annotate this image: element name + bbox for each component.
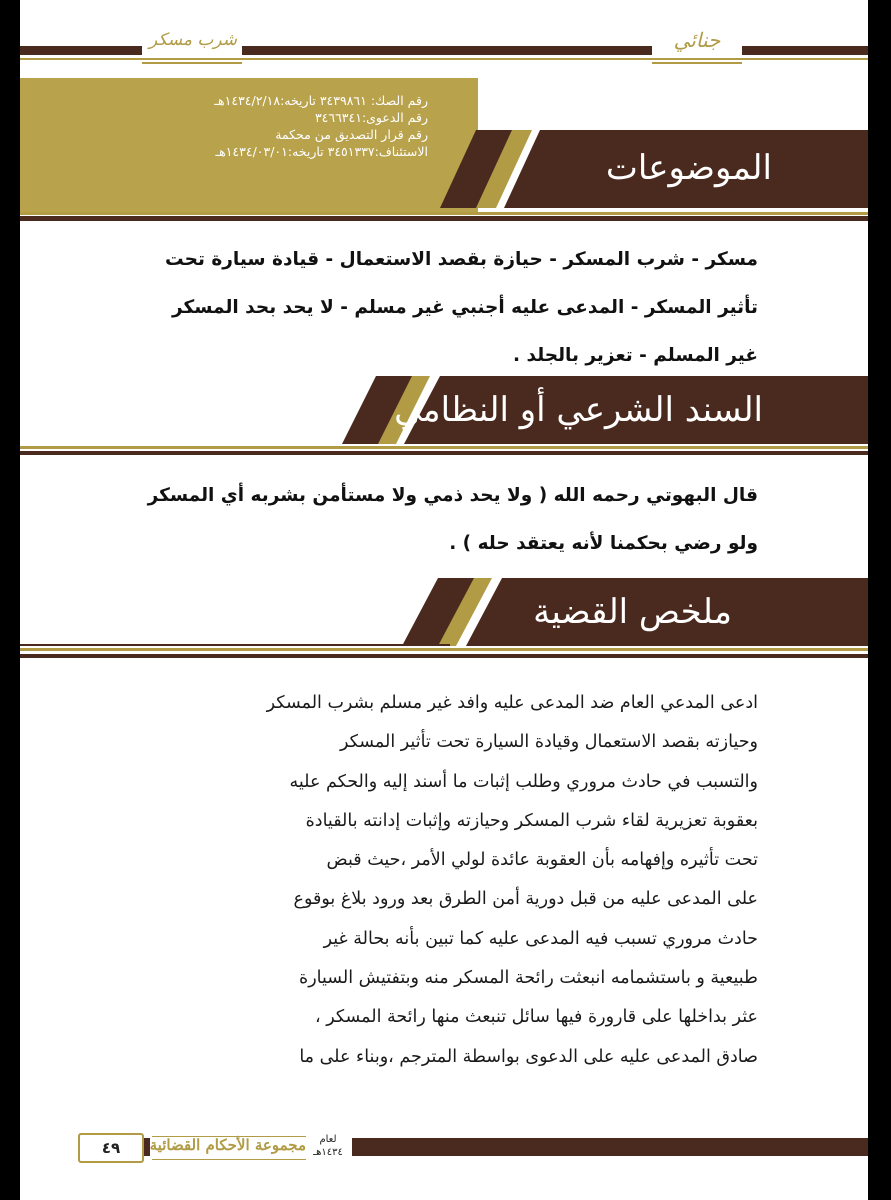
year-block xyxy=(308,1133,348,1159)
case-appeal-number: الاستئناف:٣٤٥١٣٣٧ تاريخه:١٤٣٤/٠٣/٠١هـ xyxy=(215,144,428,159)
topics-title: الموضوعات xyxy=(605,148,772,188)
summary-line: والتسبب في حادث مروري وطلب إثبات ما أسند إليه والحكم عليه xyxy=(289,771,758,792)
topics-line: غير المسلم - تعزير بالجلد . xyxy=(513,345,758,366)
series-title: مجموعة الأحكام القضائية xyxy=(149,1136,306,1154)
topics-line: مسكر - شرب المسكر - حيازة بقصد الاستعمال - قيادة سيارة تحت xyxy=(165,249,758,270)
summary-line: وحيازته بقصد الاستعمال وقيادة السيارة تحت تأثير المسكر xyxy=(339,732,758,753)
case-deed-number: رقم الصك: ٣٤٣٩٨٦١ تاريخه:١٤٣٤/٢/١٨هـ xyxy=(214,93,428,108)
header-category-right: جنائي xyxy=(673,28,721,52)
summary-line: ادعى المدعي العام ضد المدعى عليه وافد غير مسلم بشرب المسكر xyxy=(266,693,758,713)
topics-line: تأثير المسكر - المدعى عليه أجنبي غير مسلم - لا يحد بحد المسكر xyxy=(171,297,758,318)
basis-line: ولو رضي بحكمنا لأنه يعتقد حله ) . xyxy=(449,533,758,554)
summary-line: على المدعى عليه من قبل دورية أمن الطرق بعد ورود بلاغ بوقوع xyxy=(293,889,758,910)
summary-title: ملخص القضية xyxy=(533,592,732,632)
summary-text xyxy=(150,684,758,1077)
basis-line: قال البهوتي رحمه الله ( ولا يحد ذمي ولا مستأمن بشربه أي المسكر xyxy=(147,485,758,506)
page-number: ٤٩ xyxy=(101,1139,121,1157)
summary-line: بعقوبة تعزيرية لقاء شرب المسكر وحيازته وإثبات إدانته بالقيادة xyxy=(305,810,758,831)
basis-title: السند الشرعي أو النظامي xyxy=(394,390,763,430)
summary-line: عثر بداخلها على قارورة فيها سائل تنبعث منها رائحة المسكر ، xyxy=(314,1007,758,1028)
header-category-left: شرب مسكر xyxy=(148,30,238,50)
year-value: ١٤٣٤هـ xyxy=(313,1147,343,1158)
summary-line: حادث مروري تسبب فيه المدعى عليه كما تبين بأنه بحالة غير xyxy=(323,928,758,949)
case-approval-label: رقم قرار التصديق من محكمة xyxy=(275,127,428,142)
document-page xyxy=(20,0,868,1200)
topics-text xyxy=(138,236,758,380)
page-number-box xyxy=(78,1133,144,1163)
summary-line: صادق المدعى عليه على الدعوى بواسطة المترجم ،وبناء على ما xyxy=(299,1046,758,1067)
summary-banner xyxy=(20,578,868,678)
summary-line: تحت تأثيره وإفهامه بأن العقوبة عائدة لولي الأمر ،حيث قبض xyxy=(326,850,758,871)
case-claim-number: رقم الدعوى:٣٤٦٦٣٤١ xyxy=(314,110,428,125)
basis-text xyxy=(130,472,758,568)
summary-line: طبيعية و باستشمامه انبعثت رائحة المسكر منه وبتفتيش السيارة xyxy=(299,968,758,989)
year-label: لعام xyxy=(319,1134,337,1145)
